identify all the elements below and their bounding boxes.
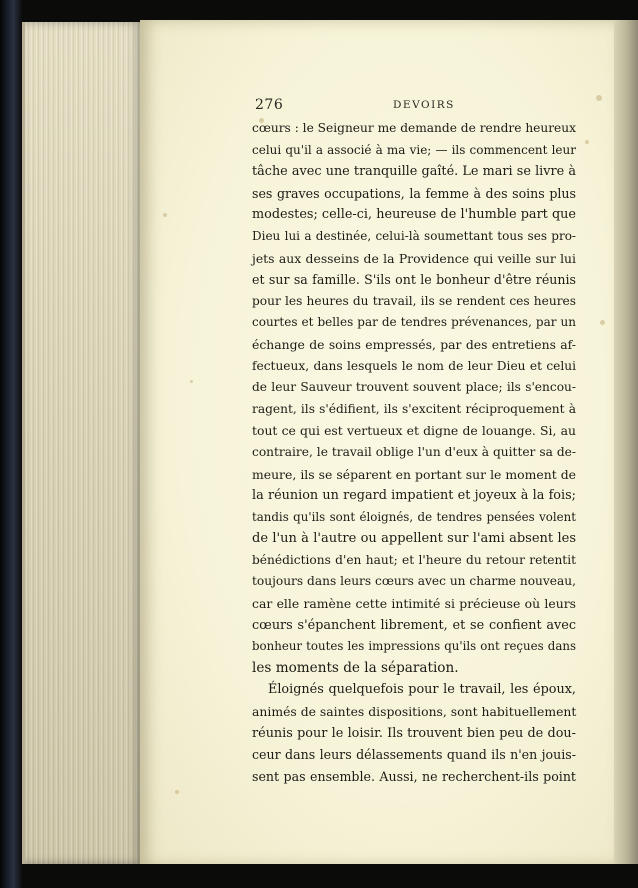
text-line: de l'un à l'autre ou appellent sur l'ami absent les [252,531,576,547]
book-spine-edge [0,0,22,888]
text-line: réunis pour le loisir. Ils trouvent bien peu de dou- [252,725,576,741]
text-line: ceur dans leurs délassements quand ils n'en jouis- [252,747,576,763]
foxing-spot [600,320,605,325]
text-line: ragent, ils s'édifient, ils s'excitent réciproquement à [252,401,576,416]
text-line: animés de saintes dispositions, sont habituellement [252,704,577,720]
text-line: celui qu'il a associé à ma vie; — ils commencent leur [252,142,576,157]
text-line: contraire, le travail oblige l'un d'eux à quitter sa de- [252,444,576,459]
page-stack-edge [22,22,143,864]
body-text [252,118,576,787]
foxing-spot [163,213,167,217]
text-line: bonheur toutes les impressions qu'ils ont reçues dans [252,639,576,654]
text-line: fectueux, dans lesquels le nom de leur Dieu et celui [252,358,576,373]
running-head: DEVOIRS [393,99,455,111]
text-line: les moments de la séparation. [252,659,459,676]
text-line: modestes; celle-ci, heureuse de l'humble part que [252,207,576,223]
text-line: et sur sa famille. S'ils ont le bonheur d'être réunis [252,272,576,288]
text-line: tout ce qui est vertueux et digne de louange. Si, au [252,423,576,439]
text-line: échange de soins empressés, par des entretiens af- [252,336,576,352]
text-line: sent pas ensemble. Aussi, ne recherchent-ils point [252,768,576,784]
text-line: de leur Sauveur trouvent souvent place; ils s'encou- [252,380,576,395]
page-number: 276 [255,97,284,113]
text-line: ses graves occupations, la femme à des soins plus [252,185,576,201]
text-line: meure, ils se séparent en portant sur le moment de [252,466,576,482]
right-page-edge [614,20,638,866]
text-line: courtes et belles par de tendres prévenances, par un [252,315,576,330]
text-line: Dieu lui a destinée, celui-là soumettant tous ses pro- [252,228,576,243]
text-line-paragraph-start: Éloignés quelquefois pour le travail, les époux, [268,682,576,698]
text-line: jets aux desseins de la Providence qui veille sur lui [252,250,576,266]
foxing-spot [585,140,589,144]
bottom-shadow [140,864,638,888]
foxing-spot [190,380,193,383]
text-line: tandis qu'ils sont éloignés, de tendres pensées volent [252,509,576,524]
text-line: tâche avec une tranquille gaîté. Le mari se livre à [252,164,576,180]
text-line: toujours dans leurs cœurs avec un charme nouveau, [252,574,576,589]
text-line: pour les heures du travail, ils se rendent ces heures [252,293,576,308]
foxing-spot [596,95,602,101]
foxing-spot [175,790,179,794]
page-header [255,97,575,115]
text-line: car elle ramène cette intimité si précieuse où leurs [252,596,576,612]
text-line: cœurs s'épanchent librement, et se confient avec [252,617,576,633]
text-line: cœurs : le Seigneur me demande de rendre heureux [252,121,576,135]
text-line: la réunion un regard impatient et joyeux à la fois; [252,488,576,504]
text-line: bénédictions d'en haut; et l'heure du retour retentit [252,552,576,567]
